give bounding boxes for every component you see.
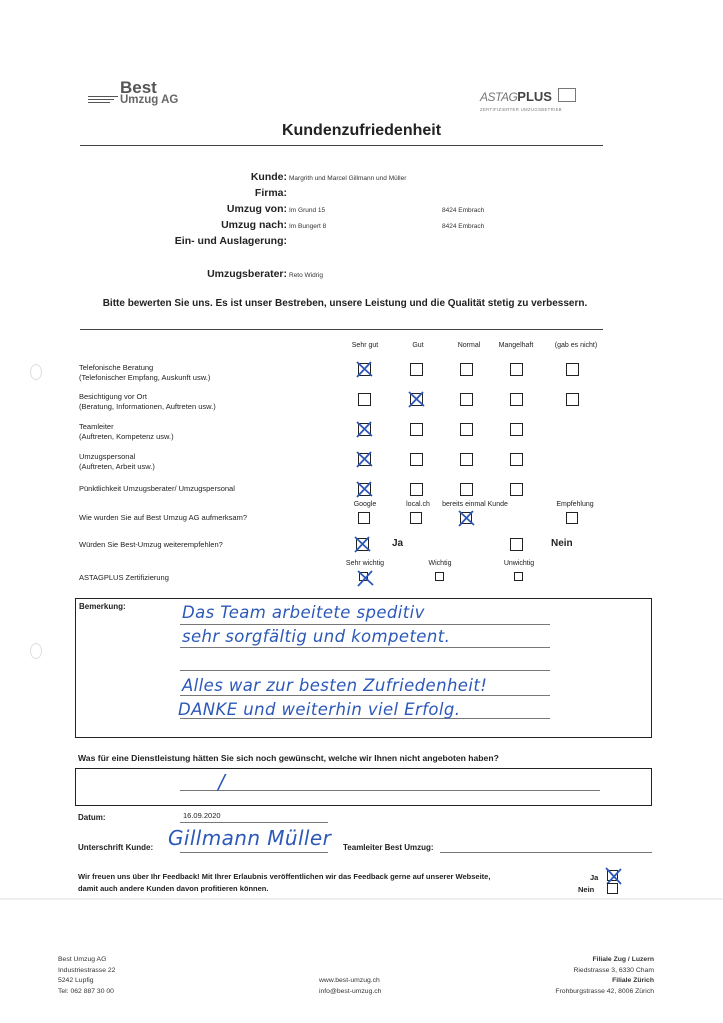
- wish-answer: /: [218, 770, 226, 794]
- source-checkbox[interactable]: [566, 512, 578, 524]
- rating-checkbox[interactable]: [358, 393, 371, 406]
- rating-row-label: [79, 452, 155, 472]
- source-checkbox[interactable]: [358, 512, 370, 524]
- truck-icon: [558, 88, 576, 102]
- astag-checkbox[interactable]: [435, 572, 444, 581]
- remark-line-3: [180, 670, 550, 671]
- rating-row-title: Umzugspersonal: [79, 452, 136, 461]
- remark-line-2: [180, 647, 550, 648]
- source-question: Wie wurden Sie auf Best Umzug AG aufmerksam?: [79, 513, 247, 522]
- astag-option-sehr-wichtig: Sehr wichtig: [345, 560, 385, 567]
- remark-line-4: [180, 695, 550, 696]
- page-title: Kundenzufriedenheit: [281, 122, 442, 139]
- header-normal: Normal: [457, 342, 481, 349]
- rating-row-subtitle: (Beratung, Informationen, Auftreten usw.): [79, 402, 216, 411]
- remark-label: Bemerkung:: [79, 602, 126, 611]
- recommend-yes-checkbox[interactable]: [356, 538, 369, 551]
- source-checkbox[interactable]: [460, 512, 472, 524]
- rating-row-subtitle: (Telefonischer Empfang, Auskunft usw.): [79, 373, 211, 382]
- source-option-google: Google: [353, 501, 377, 508]
- source-option-kunde: bereits einmal Kunde: [442, 501, 508, 508]
- source-option-local: local.ch: [406, 501, 430, 508]
- rating-checkbox[interactable]: [410, 363, 423, 376]
- field-lagerung-label: Ein- und Auslagerung:: [174, 235, 287, 247]
- customer-signature-line: [180, 852, 328, 853]
- consent-no-checkbox[interactable]: [607, 883, 618, 894]
- field-nach-label: Umzug nach:: [221, 219, 287, 231]
- rating-checkbox[interactable]: [358, 453, 371, 466]
- date-value: 16.09.2020: [183, 811, 221, 820]
- footer-right: [555, 955, 654, 997]
- team-signature-label: Teamleiter Best Umzug:: [343, 843, 434, 852]
- astag-checkbox[interactable]: [359, 572, 368, 581]
- rating-checkbox[interactable]: [410, 483, 423, 496]
- rating-checkbox[interactable]: [460, 453, 473, 466]
- berater-label: Umzugsberater:: [207, 268, 287, 280]
- rating-checkbox[interactable]: [566, 363, 579, 376]
- astag-option-wichtig: Wichtig: [428, 560, 452, 567]
- footer-city: 5242 Lupfig: [58, 977, 94, 984]
- check-mark-icon: [354, 359, 375, 380]
- field-kunde-value: Margrith und Marcel Gillmann und Müller: [289, 175, 407, 182]
- intro-rule: [80, 329, 603, 330]
- footer-phone: Tel: 062 887 30 00: [58, 987, 114, 995]
- check-mark-icon: [352, 534, 373, 555]
- rating-checkbox[interactable]: [460, 393, 473, 406]
- field-firma-label: Firma:: [254, 187, 287, 199]
- rating-checkbox[interactable]: [358, 363, 371, 376]
- customer-signature-label: Unterschrift Kunde:: [78, 843, 154, 852]
- rating-row-title: Besichtigung vor Ort: [79, 392, 147, 401]
- team-signature-line: [440, 852, 652, 853]
- source-checkbox[interactable]: [410, 512, 422, 524]
- check-mark-icon: [456, 508, 477, 529]
- wish-box[interactable]: [75, 768, 652, 806]
- rating-checkbox[interactable]: [410, 423, 423, 436]
- rating-checkbox[interactable]: [410, 453, 423, 466]
- footer-street: Industriestrasse 22: [58, 966, 116, 974]
- title-rule: [80, 145, 603, 146]
- astag-logo-plus: PLUS: [517, 89, 552, 104]
- footer-center: [319, 976, 381, 997]
- rating-checkbox[interactable]: [510, 423, 523, 436]
- remark-line-1: [180, 624, 550, 625]
- footer-company: Best Umzug AG: [58, 956, 107, 963]
- rating-checkbox[interactable]: [510, 483, 523, 496]
- header-sehr-gut: Sehr gut: [351, 342, 379, 349]
- footer-branch-zurich: Filiale Zürich: [612, 977, 654, 984]
- intro-text: Bitte bewerten Sie uns. Es ist unser Bestreben, unsere Leistung und die Qualität stetig zu verbessern.: [102, 298, 588, 309]
- check-mark-icon: [354, 419, 375, 440]
- rating-row-label: [79, 363, 210, 383]
- astag-checkbox[interactable]: [514, 572, 523, 581]
- logo-speed-lines: [88, 96, 118, 104]
- rating-row-subtitle: (Auftreten, Arbeit usw.): [79, 462, 155, 471]
- footer-branch-zug-address: Riedstrasse 3, 6330 Cham: [573, 966, 654, 974]
- field-nach-city: 8424 Embrach: [442, 223, 485, 230]
- consent-text-2: damit auch andere Kunden davon profitieren können.: [78, 884, 269, 893]
- footer-branch-zurich-address: Frohburgstrasse 42, 8006 Zürich: [555, 987, 654, 995]
- astag-option-unwichtig: Unwichtig: [503, 560, 535, 567]
- check-mark-icon: [355, 568, 376, 589]
- remark-handwriting-4: Alles war zur besten Zufriedenheit!: [182, 676, 488, 695]
- punch-hole-top: [30, 364, 42, 380]
- rating-row-label: [79, 484, 235, 494]
- footer-website[interactable]: www.best-umzug.ch: [319, 977, 380, 984]
- rating-row-title: Teamleiter: [79, 422, 114, 431]
- rating-checkbox[interactable]: [460, 363, 473, 376]
- header-gab-es-nicht: (gab es nicht): [554, 342, 598, 349]
- footer-branch-zug: Filiale Zug / Luzern: [592, 956, 654, 963]
- field-von-value: Im Grund 15: [289, 207, 326, 214]
- astag-question: ASTAGPLUS Zertifizierung: [79, 573, 169, 582]
- rating-row-label: [79, 422, 174, 442]
- header-mangelhaft: Mangelhaft: [498, 342, 534, 349]
- recommend-no-label: Nein: [551, 538, 573, 549]
- check-mark-icon: [406, 389, 427, 410]
- check-mark-icon: [354, 449, 375, 470]
- wish-line: [180, 790, 600, 791]
- customer-signature: Gillmann Müller: [168, 826, 332, 850]
- rating-row-subtitle: (Auftreten, Kompetenz usw.): [79, 432, 174, 441]
- recommend-yes-label: Ja: [392, 538, 404, 549]
- rating-checkbox[interactable]: [410, 393, 423, 406]
- punch-hole-bottom: [30, 643, 42, 659]
- remark-handwriting-2: sehr sorgfältig und kompetent.: [182, 627, 451, 646]
- footer-left: [58, 955, 115, 997]
- rating-row-title: Telefonische Beratung: [79, 363, 154, 372]
- consent-no-label: Nein: [578, 885, 595, 894]
- recommend-no-checkbox[interactable]: [510, 538, 523, 551]
- berater-value: Reto Widrig: [289, 272, 323, 279]
- rating-checkbox[interactable]: [510, 393, 523, 406]
- consent-text-1: Wir freuen uns über Ihr Feedback! Mit Ihrer Erlaubnis veröffentlichen wir das Feedback gerne auf unserer Webseite,: [78, 872, 491, 881]
- rating-checkbox[interactable]: [566, 393, 579, 406]
- footer-divider: [0, 898, 723, 900]
- field-von-city: 8424 Embrach: [442, 207, 485, 214]
- rating-checkbox[interactable]: [358, 423, 371, 436]
- astag-logo-sub: ZERTIFIZIERTER UMZUGSBETRIEB: [480, 107, 563, 112]
- logo-line2: Umzug AG: [120, 94, 179, 106]
- rating-checkbox[interactable]: [460, 423, 473, 436]
- rating-row-title: Pünktlichkeit Umzugsberater/ Umzugspersonal: [79, 484, 235, 493]
- field-nach-value: Im Bungert 8: [289, 223, 327, 230]
- rating-checkbox[interactable]: [358, 483, 371, 496]
- check-mark-icon: [354, 479, 375, 500]
- astag-plus-logo: [480, 88, 600, 114]
- rating-checkbox[interactable]: [510, 363, 523, 376]
- header-gut: Gut: [412, 342, 424, 349]
- remark-handwriting-1: Das Team arbeitete speditiv: [182, 603, 425, 622]
- rating-checkbox[interactable]: [510, 453, 523, 466]
- rating-checkbox[interactable]: [460, 483, 473, 496]
- wish-question: Was für eine Dienstleistung hätten Sie sich noch gewünscht, welche wir Ihnen nicht angeboten haben?: [78, 753, 499, 763]
- recommend-question: Würden Sie Best-Umzug weiterempfehlen?: [79, 540, 223, 549]
- source-option-empfehlung: Empfehlung: [556, 501, 594, 508]
- field-kunde-label: Kunde:: [250, 171, 287, 183]
- best-umzug-logo: [88, 78, 188, 112]
- date-line: [180, 822, 328, 823]
- field-von-label: Umzug von:: [226, 203, 287, 215]
- date-label: Datum:: [78, 813, 106, 822]
- footer-email[interactable]: info@best-umzug.ch: [319, 987, 382, 995]
- remark-handwriting-5: DANKE und weiterhin viel Erfolg.: [178, 700, 461, 719]
- consent-yes-label: Ja: [590, 873, 599, 882]
- consent-yes-checkbox[interactable]: [607, 870, 618, 881]
- rating-row-label: [79, 392, 216, 412]
- astag-logo-main: ASTAG: [480, 90, 518, 104]
- logo-line1: Best: [120, 78, 157, 97]
